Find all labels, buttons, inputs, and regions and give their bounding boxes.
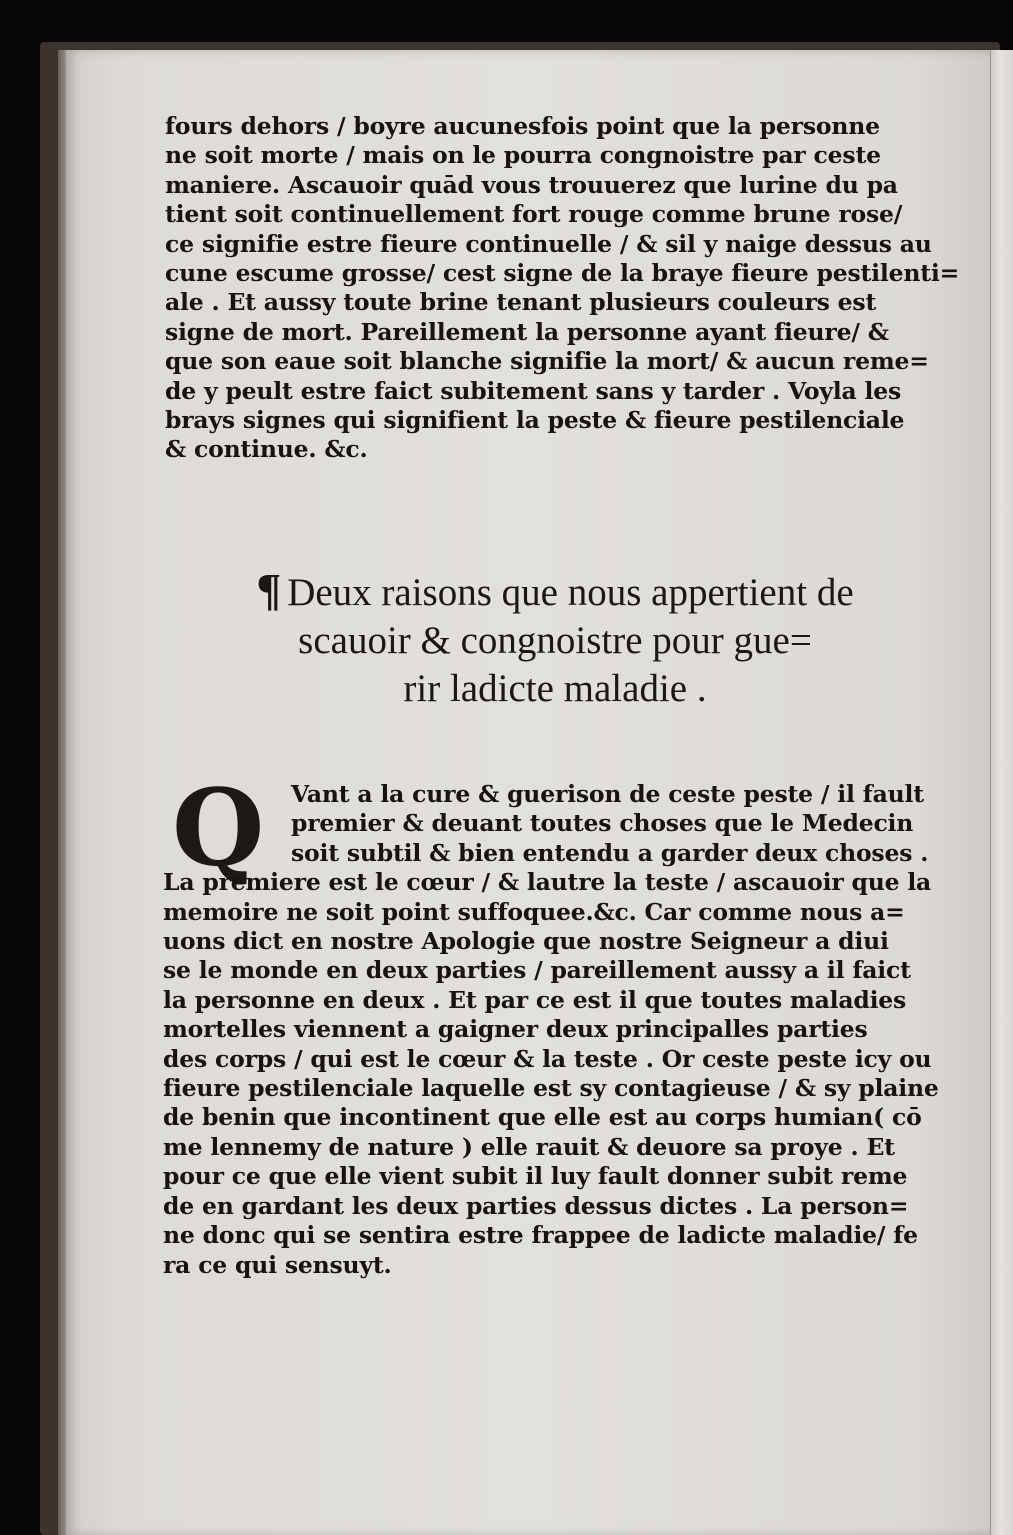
text-line: Vant a la cure & guerison de ceste peste / il fault [291, 780, 924, 808]
text-line: que son eaue soit blanche signifie la mort/ & aucun reme= [165, 347, 929, 376]
text-line: ra ce qui sensuyt. [163, 1250, 392, 1279]
heading-line: scauoir & congnoistre pour gue= [298, 619, 812, 662]
text-line: La premiere est le cœur / & lautre la teste / ascauoir que la [163, 868, 932, 897]
paragraph-mark-icon: ¶ [256, 564, 282, 615]
text-line: de benin que incontinent que elle est au corps humian( cō [163, 1103, 922, 1132]
text-line: ce signifie estre fieure continuelle / & sil y naige dessus au [165, 229, 932, 258]
text-line: fours dehors / boyre aucunesfois point que la personne [165, 112, 880, 140]
heading-line: rir ladicte maladie . [403, 667, 707, 710]
text-line: tient soit continuellement fort rouge comme brune rose/ [165, 200, 903, 229]
decorated-initial: Q [172, 765, 265, 890]
text-line: des corps / qui est le cœur & la teste . Or ceste peste icy ou [163, 1044, 932, 1073]
next-page-edge [990, 50, 1013, 1535]
text-line: memoire ne soit point suffoquee.&c. Car comme nous a= [163, 897, 905, 926]
text-line: ne soit morte / mais on le pourra congnoistre par ceste [165, 141, 881, 170]
text-line: me lennemy de nature ) elle rauit & deuore sa proye . Et [163, 1132, 895, 1161]
top-paragraph [165, 112, 960, 465]
text-line: mortelles viennent a gaigner deux principalles parties [163, 1015, 868, 1044]
text-line: cune escume grosse/ cest signe de la braye fieure pestilenti= [165, 259, 960, 288]
text-line: maniere. Ascauoir quād vous trouuerez que lurine du pa [165, 170, 898, 199]
text-line: de y peult estre faict subitement sans y tarder . Voyla les [165, 376, 902, 405]
text-line: premier & deuant toutes choses que le Medecin [291, 809, 914, 838]
text-line: soit subtil & bien entendu a garder deux choses . [291, 838, 929, 867]
text-line: la personne en deux . Et par ce est il que toutes maladies [163, 985, 907, 1014]
text-line: ale . Et aussy toute brine tenant plusieurs couleurs est [165, 288, 877, 317]
text-line: se le monde en deux parties / pareillement aussy a il faict [163, 956, 911, 985]
text-line: fieure pestilenciale laquelle est sy contagieuse / & sy plaine [163, 1074, 939, 1103]
heading-line: Deux raisons que nous appertient de [287, 571, 854, 614]
text-line: de en gardant les deux parties dessus dictes . La person= [163, 1191, 909, 1220]
text-line: ne donc qui se sentira estre frappee de ladicte maladie/ fe [163, 1221, 918, 1250]
text-line: brays signes qui signifient la peste & fieure pestilenciale [165, 406, 905, 435]
text-line: & continue. &c. [165, 435, 368, 464]
text-line: pour ce que elle vient subit il luy fault donner subit reme [163, 1162, 908, 1191]
text-line: uons dict en nostre Apologie que nostre Seigneur a diui [163, 927, 889, 956]
bottom-paragraph [163, 780, 943, 1280]
section-heading [170, 566, 940, 713]
text-line: signe de mort. Pareillement la personne ayant fieure/ & [165, 317, 889, 346]
